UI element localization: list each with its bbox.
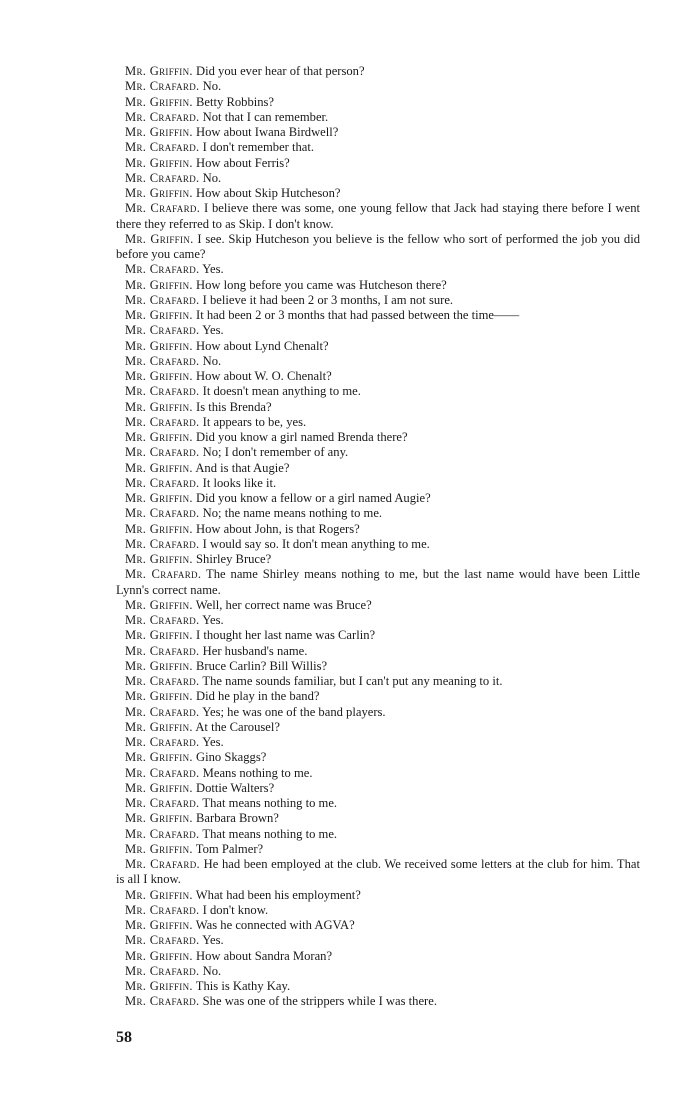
testimony-line: [116, 156, 640, 171]
speaker-name: Mr. Griffin.: [125, 658, 193, 673]
statement-text: How about Iwana Birdwell?: [196, 125, 339, 139]
testimony-line: [116, 964, 640, 979]
speaker-name: Mr. Crafard.: [125, 201, 201, 216]
speaker-name: Mr. Griffin.: [125, 125, 193, 139]
statement-text: No.: [202, 963, 222, 978]
speaker-name: Mr. Griffin.: [125, 918, 193, 932]
statement-text: It looks like it.: [202, 475, 277, 490]
statement-text: I believe there was some, one young fellow that Jack had staying there before I went there they referred to as Skip. I don't know.: [116, 201, 641, 231]
testimony-line: [116, 735, 640, 750]
speaker-name: Mr. Griffin.: [125, 811, 193, 826]
testimony-line: [116, 949, 640, 964]
speaker-name: Mr. Griffin.: [125, 750, 193, 765]
speaker-name: Mr. Crafard.: [125, 445, 200, 460]
statement-text: Not that I can remember.: [202, 109, 329, 124]
statement-text: Gino Skaggs?: [196, 750, 267, 765]
statement-text: No.: [202, 353, 222, 368]
speaker-name: Mr. Crafard.: [125, 292, 200, 307]
testimony-line: [116, 64, 640, 79]
testimony-line: [116, 232, 640, 263]
statement-text: How about Ferris?: [196, 155, 290, 170]
statement-text: I believe it had been 2 or 3 months, I am not sure.: [202, 292, 454, 307]
speaker-name: Mr. Griffin.: [125, 460, 193, 475]
speaker-name: Mr. Crafard.: [125, 262, 200, 277]
speaker-name: Mr. Crafard.: [125, 109, 200, 124]
speaker-name: Mr. Griffin.: [125, 780, 193, 795]
testimony-line: [116, 903, 640, 918]
statement-text: Did you ever hear of that person?: [196, 64, 365, 78]
statement-text: Yes; he was one of the band players.: [202, 704, 386, 719]
testimony-line: [116, 140, 640, 155]
speaker-name: Mr. Griffin.: [125, 186, 193, 200]
statement-text: Dottie Walters?: [196, 780, 275, 795]
testimony-line: [116, 201, 640, 232]
speaker-name: Mr. Crafard.: [125, 414, 200, 429]
statement-text: Barbara Brown?: [196, 811, 279, 826]
statement-text: Shirley Bruce?: [196, 552, 272, 566]
statement-text: Did you know a fellow or a girl named Augie?: [196, 491, 431, 505]
speaker-name: Mr. Griffin.: [125, 552, 193, 566]
testimony-line: [116, 537, 640, 552]
speaker-name: Mr. Crafard.: [125, 536, 200, 551]
speaker-name: Mr. Crafard.: [125, 857, 200, 871]
statement-text: Is this Brenda?: [196, 399, 272, 414]
statement-text: How about Sandra Moran?: [196, 948, 333, 963]
testimony-line: [116, 888, 640, 903]
speaker-name: Mr. Crafard.: [125, 170, 200, 185]
statement-text: Bruce Carlin? Bill Willis?: [196, 658, 328, 673]
testimony-line: [116, 445, 640, 460]
statement-text: The name Shirley means nothing to me, but the last name would have been Little Lynn's correct name.: [116, 567, 641, 597]
testimony-line: [116, 613, 640, 628]
testimony-line: [116, 430, 640, 445]
testimony-line: [116, 644, 640, 659]
speaker-name: Mr. Crafard.: [125, 826, 200, 841]
testimony-line: [116, 262, 640, 277]
testimony-line: [116, 400, 640, 415]
testimony-line: [116, 186, 640, 201]
testimony-line: [116, 720, 640, 735]
speaker-name: Mr. Crafard.: [125, 323, 200, 338]
testimony-line: [116, 339, 640, 354]
testimony-line: [116, 476, 640, 491]
testimony-line: [116, 918, 640, 933]
speaker-name: Mr. Crafard.: [125, 506, 200, 521]
testimony-line: [116, 674, 640, 689]
testimony-line: [116, 461, 640, 476]
statement-text: The name sounds familiar, but I can't put any meaning to it.: [202, 674, 503, 688]
statement-text: Yes.: [202, 323, 224, 338]
speaker-name: Mr. Crafard.: [125, 384, 200, 399]
statement-text: Means nothing to me.: [202, 765, 313, 780]
statement-text: It had been 2 or 3 months that had passed between the time——: [196, 308, 520, 322]
statement-text: She was one of the strippers while I was there.: [202, 994, 437, 1009]
testimony-line: [116, 933, 640, 948]
testimony-line: [116, 415, 640, 430]
speaker-name: Mr. Crafard.: [125, 475, 200, 490]
speaker-name: Mr. Crafard.: [125, 140, 200, 155]
testimony-line: [116, 827, 640, 842]
speaker-name: Mr. Crafard.: [125, 567, 202, 582]
speaker-name: Mr. Crafard.: [125, 796, 200, 810]
speaker-name: Mr. Griffin.: [125, 430, 193, 444]
speaker-name: Mr. Griffin.: [125, 628, 193, 643]
speaker-name: Mr. Griffin.: [125, 841, 193, 856]
testimony-line: [116, 979, 640, 994]
speaker-name: Mr. Griffin.: [125, 155, 193, 170]
testimony-line: [116, 293, 640, 308]
statement-text: Did he play in the band?: [196, 689, 320, 704]
testimony-line: [116, 811, 640, 826]
statement-text: Yes.: [202, 613, 224, 627]
speaker-name: Mr. Griffin.: [125, 948, 193, 963]
testimony-line: [116, 491, 640, 506]
speaker-name: Mr. Griffin.: [125, 521, 193, 536]
testimony-line: [116, 781, 640, 796]
statement-text: I don't know.: [202, 902, 269, 917]
statement-text: How long before you came was Hutcheson there?: [196, 277, 447, 292]
statement-text: He had been employed at the club. We received some letters at the club for him. That is all I know.: [116, 857, 641, 887]
page-number: 58: [116, 1029, 132, 1046]
speaker-name: Mr. Crafard.: [125, 735, 200, 749]
speaker-name: Mr. Crafard.: [125, 79, 200, 94]
testimony-line: [116, 567, 640, 598]
statement-text: How about W. O. Chenalt?: [196, 369, 332, 383]
statement-text: Well, her correct name was Bruce?: [195, 597, 372, 612]
speaker-name: Mr. Crafard.: [125, 963, 200, 978]
speaker-name: Mr. Griffin.: [125, 689, 193, 704]
testimony-line: [116, 705, 640, 720]
speaker-name: Mr. Crafard.: [125, 353, 200, 368]
testimony-line: [116, 369, 640, 384]
testimony-line: [116, 506, 640, 521]
statement-text: I don't remember that.: [202, 140, 315, 155]
speaker-name: Mr. Griffin.: [125, 887, 193, 902]
speaker-name: Mr. Griffin.: [125, 719, 193, 734]
statement-text: I would say so. It don't mean anything to me.: [202, 536, 430, 551]
statement-text: And is that Augie?: [195, 460, 290, 475]
speaker-name: Mr. Crafard.: [125, 765, 200, 780]
speaker-name: Mr. Griffin.: [125, 308, 193, 322]
statement-text: How about John, is that Rogers?: [196, 521, 360, 536]
testimony-line: [116, 278, 640, 293]
speaker-name: Mr. Griffin.: [125, 491, 193, 505]
speaker-name: Mr. Griffin.: [125, 94, 193, 109]
speaker-name: Mr. Crafard.: [125, 613, 200, 627]
testimony-line: [116, 354, 640, 369]
statement-text: What had been his employment?: [195, 887, 361, 902]
speaker-name: Mr. Crafard.: [125, 643, 200, 658]
statement-text: Tom Palmer?: [195, 841, 264, 856]
statement-text: This is Kathy Kay.: [195, 979, 291, 993]
testimony-line: [116, 308, 640, 323]
speaker-name: Mr. Griffin.: [125, 399, 193, 414]
testimony-line: [116, 125, 640, 140]
testimony-line: [116, 766, 640, 781]
speaker-name: Mr. Griffin.: [125, 231, 194, 246]
statement-text: Yes.: [202, 933, 224, 948]
statement-text: Did you know a girl named Brenda there?: [196, 430, 408, 444]
testimony-line: [116, 384, 640, 399]
statement-text: No.: [202, 170, 222, 185]
speaker-name: Mr. Crafard.: [125, 674, 200, 688]
speaker-name: Mr. Griffin.: [125, 369, 193, 383]
speaker-name: Mr. Crafard.: [125, 933, 200, 948]
statement-text: Betty Robbins?: [196, 94, 275, 109]
statement-text: At the Carousel?: [195, 719, 280, 734]
statement-text: Yes.: [202, 735, 224, 749]
testimony-line: [116, 628, 640, 643]
statement-text: I thought her last name was Carlin?: [196, 628, 376, 643]
testimony-transcript: [116, 64, 640, 1010]
statement-text: Yes.: [202, 262, 224, 277]
speaker-name: Mr. Griffin.: [125, 338, 193, 353]
testimony-line: [116, 659, 640, 674]
testimony-line: [116, 323, 640, 338]
statement-text: How about Skip Hutcheson?: [196, 186, 341, 200]
testimony-line: [116, 110, 640, 125]
statement-text: It appears to be, yes.: [202, 414, 307, 429]
testimony-line: [116, 796, 640, 811]
testimony-line: [116, 689, 640, 704]
testimony-line: [116, 522, 640, 537]
statement-text: Her husband's name.: [202, 643, 308, 658]
testimony-line: [116, 750, 640, 765]
testimony-line: [116, 171, 640, 186]
speaker-name: Mr. Griffin.: [125, 979, 193, 993]
speaker-name: Mr. Griffin.: [125, 597, 193, 612]
statement-text: Was he connected with AGVA?: [195, 918, 355, 932]
testimony-line: [116, 552, 640, 567]
testimony-line: [116, 598, 640, 613]
statement-text: No; I don't remember of any.: [202, 445, 349, 460]
speaker-name: Mr. Crafard.: [125, 704, 200, 719]
testimony-line: [116, 79, 640, 94]
testimony-line: [116, 857, 640, 888]
statement-text: That means nothing to me.: [202, 826, 338, 841]
statement-text: No.: [202, 79, 222, 94]
testimony-line: [116, 842, 640, 857]
statement-text: I see. Skip Hutcheson you believe is the fellow who sort of performed the job you did before you came?: [116, 231, 640, 261]
testimony-line: [116, 95, 640, 110]
speaker-name: Mr. Griffin.: [125, 277, 193, 292]
speaker-name: Mr. Crafard.: [125, 994, 200, 1009]
speaker-name: Mr. Griffin.: [125, 64, 193, 78]
statement-text: It doesn't mean anything to me.: [202, 384, 361, 399]
testimony-line: [116, 994, 640, 1009]
statement-text: That means nothing to me.: [202, 796, 338, 810]
statement-text: How about Lynd Chenalt?: [196, 338, 329, 353]
speaker-name: Mr. Crafard.: [125, 902, 200, 917]
statement-text: No; the name means nothing to me.: [202, 506, 383, 521]
